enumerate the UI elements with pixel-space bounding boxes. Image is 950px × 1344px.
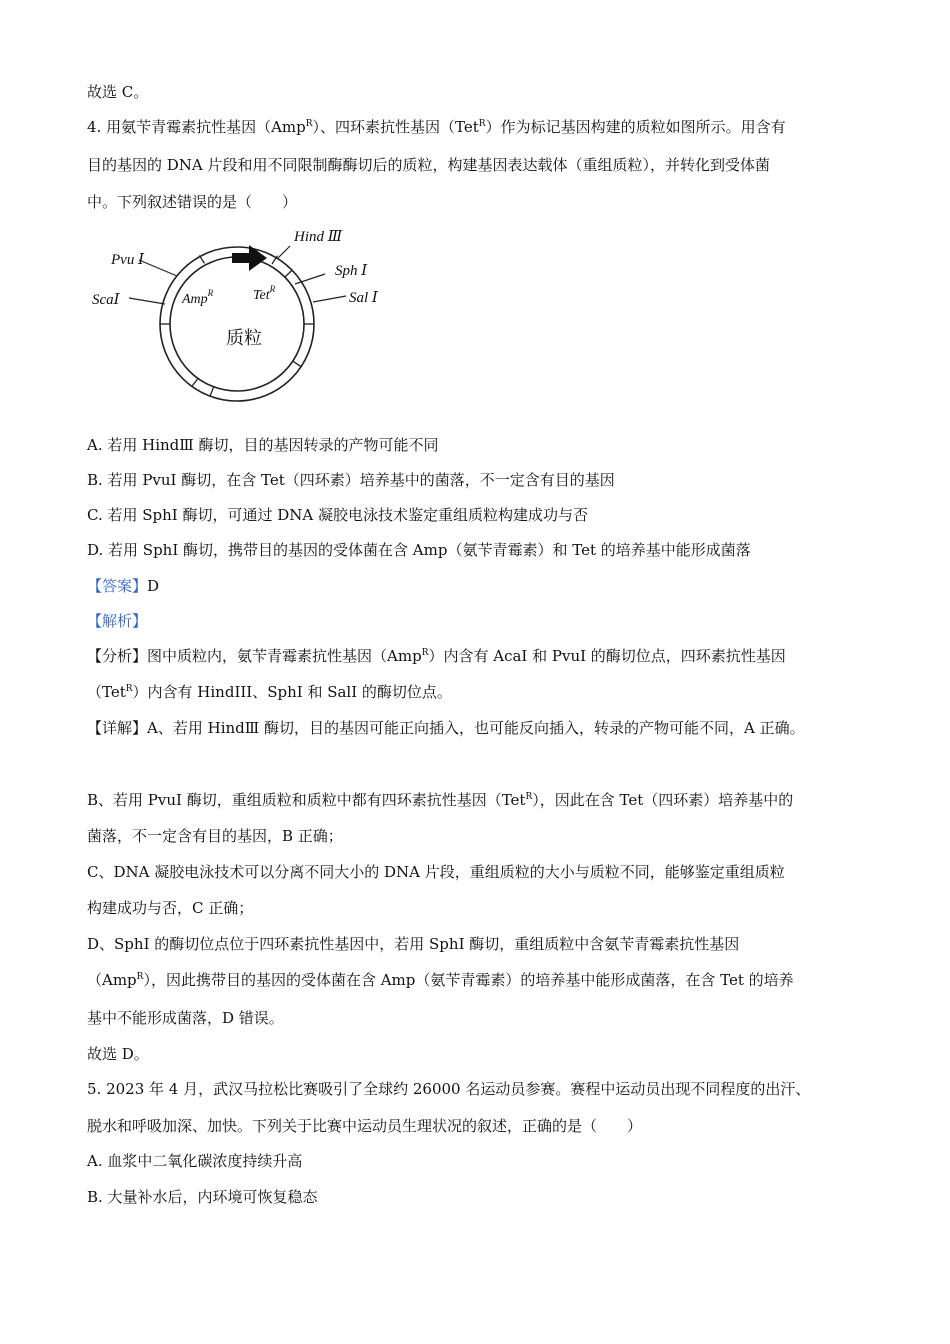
site-label-sphi: Sph Ⅰ <box>335 263 368 279</box>
fenxi-text: 图中质粒内，氨苄青霉素抗性基因（Amp <box>147 647 422 665</box>
q4-option-b: B. 若用 PvuⅠ 酶切，在含 Tet（四环素）培养基中的菌落，不一定含有目的基因 <box>87 471 615 489</box>
q4-stem-line-2: 目的基因的 DNA 片段和用不同限制酶酶切后的质粒，构建基因表达载体（重组质粒），并转化到受体菌 <box>87 156 771 174</box>
analysis-tag: 【解析】 <box>87 612 148 630</box>
answer-value: D <box>147 577 160 595</box>
xiangjie-text: ），因此在含 Tet（四环素）培养基中的 <box>532 791 794 809</box>
superscript: R <box>305 119 313 129</box>
gene-label-ampr: Amp$^R$ <box>182 288 214 307</box>
ring-segment-dividers <box>160 256 314 397</box>
q5-option-b: B. 大量补水后，内环境可恢复稳态 <box>87 1188 318 1206</box>
xiangjie-text: （Amp <box>87 971 137 989</box>
site-label-scai: ScaⅠ <box>92 292 120 308</box>
plasmid-diagram <box>87 222 407 407</box>
xiangjie-b-line-2: 菌落，不一定含有目的基因，B 正确； <box>87 827 343 845</box>
xiangjie-d-line-3: 基中不能形成菌落，D 错误。 <box>87 1009 284 1027</box>
q4-answer <box>87 576 159 596</box>
plasmid-center-label: 质粒 <box>226 328 262 349</box>
superscript: R <box>525 792 533 802</box>
xiangjie-c-line-1: C、DNA 凝胶电泳技术可以分离不同大小的 DNA 片段，重组质粒的大小与质粒不同，能够鉴定重组质粒 <box>87 863 785 881</box>
plasmid-outer-ring <box>160 247 314 401</box>
q4-option-c: C. 若用 SphⅠ 酶切，可通过 DNA 凝胶电泳技术鉴定重组质粒构建成功与否 <box>87 506 589 524</box>
q4-stem-text: 4. 用氨苄青霉素抗性基因（Amp <box>87 118 306 136</box>
answer-tag: 【答案】 <box>87 577 148 595</box>
q3-conclusion: 故选 C。 <box>87 83 149 101</box>
superscript: R <box>478 119 486 129</box>
q4-stem-line-3: 中。下列叙述错误的是（ ） <box>87 193 298 211</box>
xiangjie-text: ），因此携带目的基因的受体菌在含 Amp（氨苄青霉素）的培养基中能形成菌落，在含 Tet 的培养 <box>143 971 794 989</box>
xiangjie-text: B、若用 PvuⅠ 酶切，重组质粒和质粒中都有四环素抗性基因（Tet <box>87 791 526 809</box>
q4-stem-text: ）、四环素抗性基因（Tet <box>312 118 479 136</box>
xiangjie-tag: 【详解】 <box>87 719 148 737</box>
xiangjie-d-line-2 <box>87 970 794 990</box>
superscript: R <box>421 648 429 658</box>
xiangjie-text: A、若用 HindⅢ 酶切，目的基因可能正向插入，也可能反向插入，转录的产物可能不同，A 正确。 <box>147 719 805 737</box>
gene-label-tetr: Tet$^R$ <box>253 284 276 303</box>
fenxi-text: （Tet <box>87 683 126 701</box>
superscript: R <box>125 684 133 694</box>
site-label-hindiii: Hind Ⅲ <box>294 229 343 245</box>
fenxi-tag: 【分析】 <box>87 647 148 665</box>
fenxi-line-1 <box>87 646 786 666</box>
xiangjie-d-line-1: D、SphⅠ 的酶切位点位于四环素抗性基因中，若用 SphⅠ 酶切，重组质粒中含氨苄青霉素抗性基因 <box>87 935 740 953</box>
q5-stem-line-1: 5. 2023 年 4 月，武汉马拉松比赛吸引了全球约 26000 名运动员参赛。赛程中运动员出现不同程度的出汗、 <box>87 1080 811 1098</box>
fenxi-text: ）内含有 AcaI 和 PvuI 的酶切位点，四环素抗性基因 <box>428 647 786 665</box>
q4-conclusion: 故选 D。 <box>87 1045 149 1063</box>
site-label-sali: Sal Ⅰ <box>349 290 378 306</box>
q4-option-d: D. 若用 SphⅠ 酶切，携带目的基因的受体菌在含 Amp（氨苄青霉素）和 Tet 的培养基中能形成菌落 <box>87 541 751 559</box>
promoter-arrow <box>232 245 267 271</box>
q5-option-a: A. 血浆中二氧化碳浓度持续升高 <box>87 1152 303 1170</box>
xiangjie-b-line-1 <box>87 790 793 810</box>
fenxi-text: ）内含有 HindIII、SphI 和 SalI 的酶切位点。 <box>132 683 452 701</box>
plasmid-inner-ring <box>170 257 304 391</box>
q4-option-a: A. 若用 HindⅢ 酶切，目的基因转录的产物可能不同 <box>87 436 439 454</box>
q5-stem-line-2: 脱水和呼吸加深、加快。下列关于比赛中运动员生理状况的叙述，正确的是（ ） <box>87 1117 643 1135</box>
superscript: R <box>136 972 144 982</box>
site-label-pvui: Pvu Ⅰ <box>111 252 144 268</box>
q4-stem-line-1 <box>87 117 786 137</box>
xiangjie-c-line-2: 构建成功与否，C 正确； <box>87 899 254 917</box>
fenxi-line-2 <box>87 682 452 702</box>
xiangjie-line-a <box>87 718 805 738</box>
q4-stem-text: ）作为标记基因构建的质粒如图所示。用含有 <box>485 118 786 136</box>
